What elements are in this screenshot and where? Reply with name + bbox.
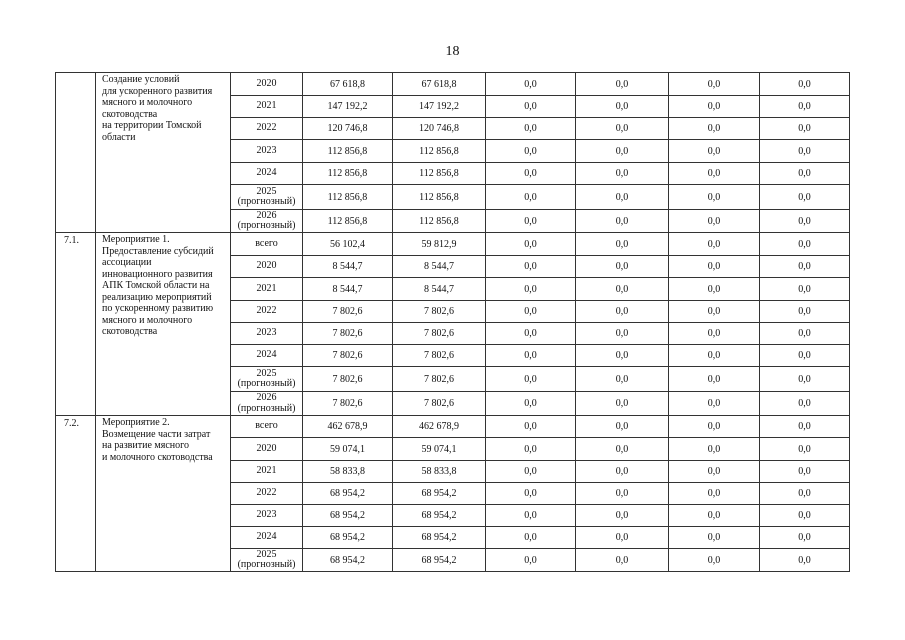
value-cell: 56 102,4 <box>303 233 393 256</box>
value-cell: 0,0 <box>576 73 669 96</box>
value-cell: 462 678,9 <box>303 416 393 438</box>
value-cell: 7 802,6 <box>393 345 486 367</box>
period-cell <box>231 210 303 233</box>
period-label: 2024 <box>256 349 277 361</box>
value-cell: 68 954,2 <box>393 505 486 527</box>
section-title-line: скотоводства <box>102 108 158 120</box>
value-cell: 0,0 <box>760 301 850 323</box>
value-cell: 0,0 <box>760 416 850 438</box>
value-cell: 8 544,7 <box>303 278 393 301</box>
period-cell <box>231 483 303 505</box>
value-cell: 0,0 <box>486 210 576 233</box>
value-cell: 0,0 <box>669 461 760 483</box>
value-cell: 68 954,2 <box>303 483 393 505</box>
value-cell: 0,0 <box>669 483 760 505</box>
section-title-line: мясного и молочного <box>102 97 193 108</box>
value-cell: 0,0 <box>760 549 850 572</box>
value-cell: 7 802,6 <box>393 392 486 416</box>
section-title-line: Мероприятие 1. <box>102 234 170 245</box>
value-cell: 0,0 <box>576 163 669 185</box>
value-cell: 0,0 <box>669 278 760 301</box>
value-cell: 58 833,8 <box>303 461 393 483</box>
period-label: 2023 <box>256 144 277 156</box>
section-title-line: на развитие мясного <box>102 440 189 451</box>
value-cell: 0,0 <box>760 345 850 367</box>
section-title-line: инновационного развития <box>102 268 213 280</box>
value-cell: 0,0 <box>576 233 669 256</box>
period-cell <box>231 527 303 549</box>
period-label: 2026 <box>256 209 277 221</box>
period-cell <box>231 416 303 438</box>
value-cell: 68 954,2 <box>393 483 486 505</box>
value-cell: 0,0 <box>669 301 760 323</box>
value-cell: 0,0 <box>486 505 576 527</box>
value-cell: 0,0 <box>669 118 760 140</box>
value-cell: 0,0 <box>669 345 760 367</box>
period-label: 2025 <box>256 548 277 560</box>
value-cell: 0,0 <box>486 96 576 118</box>
value-cell: 0,0 <box>760 392 850 416</box>
page-number: 18 <box>445 44 460 59</box>
period-note: (прогнозный) <box>237 378 296 389</box>
value-cell: 0,0 <box>486 140 576 163</box>
value-cell: 0,0 <box>669 367 760 392</box>
value-cell: 112 856,8 <box>303 163 393 185</box>
value-cell: 0,0 <box>576 140 669 163</box>
period-label: 2020 <box>256 260 277 272</box>
value-cell: 0,0 <box>669 73 760 96</box>
value-cell: 0,0 <box>576 461 669 483</box>
value-cell: 0,0 <box>576 549 669 572</box>
section-title-line: Предоставление субсидий <box>102 245 214 257</box>
value-cell: 462 678,9 <box>393 416 486 438</box>
period-cell <box>231 256 303 278</box>
value-cell: 112 856,8 <box>393 163 486 185</box>
value-cell: 0,0 <box>669 416 760 438</box>
table-row <box>56 73 850 96</box>
value-cell: 0,0 <box>576 505 669 527</box>
value-cell: 0,0 <box>576 483 669 505</box>
period-label: 2023 <box>256 509 277 521</box>
value-cell: 0,0 <box>669 527 760 549</box>
value-cell: 68 954,2 <box>393 527 486 549</box>
value-cell: 0,0 <box>760 256 850 278</box>
value-cell: 0,0 <box>760 438 850 461</box>
value-cell: 0,0 <box>669 163 760 185</box>
section-number: 7.1. <box>56 233 96 416</box>
value-cell: 0,0 <box>760 483 850 505</box>
period-label: 2025 <box>256 367 277 379</box>
value-cell: 0,0 <box>576 210 669 233</box>
section-title <box>96 233 231 416</box>
value-cell: 7 802,6 <box>393 367 486 392</box>
period-label: 2023 <box>256 327 277 339</box>
table-row <box>56 416 850 438</box>
value-cell: 0,0 <box>760 233 850 256</box>
value-cell: 0,0 <box>486 461 576 483</box>
value-cell: 0,0 <box>669 392 760 416</box>
period-label: 2024 <box>256 531 277 543</box>
value-cell: 7 802,6 <box>303 323 393 345</box>
value-cell: 0,0 <box>669 96 760 118</box>
value-cell: 0,0 <box>669 438 760 461</box>
value-cell: 0,0 <box>576 301 669 323</box>
period-label: 2025 <box>256 185 277 197</box>
period-cell <box>231 505 303 527</box>
value-cell: 7 802,6 <box>303 392 393 416</box>
value-cell: 0,0 <box>486 367 576 392</box>
period-label: 2022 <box>256 487 277 499</box>
value-cell: 0,0 <box>486 256 576 278</box>
value-cell: 0,0 <box>576 185 669 210</box>
value-cell: 0,0 <box>486 278 576 301</box>
value-cell: 0,0 <box>760 163 850 185</box>
value-cell: 0,0 <box>486 527 576 549</box>
value-cell: 67 618,8 <box>393 73 486 96</box>
value-cell: 0,0 <box>760 278 850 301</box>
value-cell: 0,0 <box>760 505 850 527</box>
value-cell: 59 074,1 <box>393 438 486 461</box>
value-cell: 0,0 <box>760 527 850 549</box>
value-cell: 0,0 <box>669 140 760 163</box>
period-note: (прогнозный) <box>237 402 296 414</box>
period-cell <box>231 278 303 301</box>
value-cell: 0,0 <box>576 345 669 367</box>
section-title-line: Возмещение части затрат <box>102 428 211 440</box>
table-body <box>56 73 850 572</box>
budget-table <box>55 72 850 572</box>
value-cell: 0,0 <box>576 256 669 278</box>
period-cell <box>231 345 303 367</box>
period-label: 2022 <box>256 122 277 134</box>
value-cell: 0,0 <box>760 210 850 233</box>
period-cell <box>231 301 303 323</box>
value-cell: 112 856,8 <box>303 140 393 163</box>
section-title-line: мясного и молочного <box>102 314 193 326</box>
value-cell: 0,0 <box>486 73 576 96</box>
value-cell: 0,0 <box>760 185 850 210</box>
value-cell: 0,0 <box>576 416 669 438</box>
value-cell: 8 544,7 <box>393 278 486 301</box>
value-cell: 0,0 <box>486 483 576 505</box>
period-cell <box>231 438 303 461</box>
value-cell: 0,0 <box>669 323 760 345</box>
value-cell: 59 812,9 <box>393 233 486 256</box>
value-cell: 112 856,8 <box>393 210 486 233</box>
value-cell: 7 802,6 <box>303 345 393 367</box>
value-cell: 8 544,7 <box>303 256 393 278</box>
period-cell <box>231 392 303 416</box>
section-title-line: Создание условий <box>102 74 180 85</box>
period-label: 2021 <box>256 282 277 294</box>
value-cell: 0,0 <box>760 323 850 345</box>
period-cell <box>231 323 303 345</box>
value-cell: 0,0 <box>576 96 669 118</box>
value-cell: 0,0 <box>669 233 760 256</box>
value-cell: 7 802,6 <box>303 301 393 323</box>
value-cell: 8 544,7 <box>393 256 486 278</box>
value-cell: 0,0 <box>576 118 669 140</box>
value-cell: 68 954,2 <box>303 527 393 549</box>
period-cell <box>231 163 303 185</box>
period-cell <box>231 461 303 483</box>
value-cell: 0,0 <box>486 233 576 256</box>
value-cell: 0,0 <box>486 185 576 210</box>
value-cell: 0,0 <box>576 278 669 301</box>
period-cell <box>231 73 303 96</box>
section-title-line: Мероприятие 2. <box>102 417 170 428</box>
period-cell <box>231 233 303 256</box>
value-cell: 68 954,2 <box>393 549 486 572</box>
value-cell: 0,0 <box>669 185 760 210</box>
value-cell: 7 802,6 <box>393 323 486 345</box>
value-cell: 0,0 <box>486 163 576 185</box>
period-label: всего <box>255 420 278 432</box>
value-cell: 112 856,8 <box>303 210 393 233</box>
value-cell: 0,0 <box>486 438 576 461</box>
section-title-line: ассоциации <box>102 257 152 268</box>
value-cell: 0,0 <box>576 527 669 549</box>
period-label: 2020 <box>256 442 277 454</box>
value-cell: 0,0 <box>760 461 850 483</box>
value-cell: 0,0 <box>760 367 850 392</box>
section-title-line: скотоводства <box>102 326 158 337</box>
period-cell <box>231 96 303 118</box>
value-cell: 7 802,6 <box>393 301 486 323</box>
period-label: всего <box>255 237 278 249</box>
value-cell: 120 746,8 <box>393 118 486 140</box>
value-cell: 0,0 <box>576 367 669 392</box>
value-cell: 147 192,2 <box>393 96 486 118</box>
period-cell <box>231 140 303 163</box>
value-cell: 112 856,8 <box>303 185 393 210</box>
value-cell: 0,0 <box>486 392 576 416</box>
value-cell: 0,0 <box>576 392 669 416</box>
period-cell <box>231 367 303 392</box>
value-cell: 112 856,8 <box>393 185 486 210</box>
period-label: 2026 <box>256 392 277 403</box>
section-title-line: на территории Томской <box>102 120 202 131</box>
value-cell: 0,0 <box>760 96 850 118</box>
value-cell: 0,0 <box>760 73 850 96</box>
period-cell <box>231 549 303 572</box>
period-cell <box>231 118 303 140</box>
period-note: (прогнозный) <box>237 559 296 570</box>
section-title-line: области <box>102 131 136 143</box>
table-row <box>56 233 850 256</box>
value-cell: 0,0 <box>486 416 576 438</box>
section-title-line: для ускоренного развития <box>102 85 213 97</box>
section-title-line: АПК Томской области на <box>102 280 210 291</box>
value-cell: 0,0 <box>669 210 760 233</box>
value-cell: 0,0 <box>486 118 576 140</box>
value-cell: 0,0 <box>576 323 669 345</box>
value-cell: 0,0 <box>486 345 576 367</box>
value-cell: 0,0 <box>669 505 760 527</box>
value-cell: 58 833,8 <box>393 461 486 483</box>
value-cell: 112 856,8 <box>393 140 486 163</box>
value-cell: 120 746,8 <box>303 118 393 140</box>
value-cell: 0,0 <box>669 256 760 278</box>
value-cell: 0,0 <box>576 438 669 461</box>
value-cell: 68 954,2 <box>303 505 393 527</box>
value-cell: 67 618,8 <box>303 73 393 96</box>
value-cell: 0,0 <box>486 301 576 323</box>
section-title <box>96 416 231 572</box>
value-cell: 7 802,6 <box>303 367 393 392</box>
section-number <box>56 73 96 233</box>
value-cell: 0,0 <box>760 140 850 163</box>
section-title-line: по ускоренному развитию <box>102 303 214 314</box>
period-label: 2024 <box>256 167 277 179</box>
period-label: 2020 <box>256 77 277 89</box>
section-number: 7.2. <box>56 416 96 572</box>
section-title-line: и молочного скотоводства <box>102 451 213 463</box>
section-title <box>96 73 231 233</box>
period-note: (прогнозный) <box>237 196 296 207</box>
value-cell: 0,0 <box>486 549 576 572</box>
value-cell: 147 192,2 <box>303 96 393 118</box>
period-label: 2021 <box>256 100 277 112</box>
value-cell: 59 074,1 <box>303 438 393 461</box>
period-label: 2022 <box>256 305 277 317</box>
period-cell <box>231 185 303 210</box>
value-cell: 0,0 <box>669 549 760 572</box>
section-title-line: реализацию мероприятий <box>102 291 212 303</box>
value-cell: 0,0 <box>486 323 576 345</box>
value-cell: 0,0 <box>760 118 850 140</box>
period-note: (прогнозный) <box>237 220 296 231</box>
period-label: 2021 <box>256 465 277 477</box>
value-cell: 68 954,2 <box>303 549 393 572</box>
